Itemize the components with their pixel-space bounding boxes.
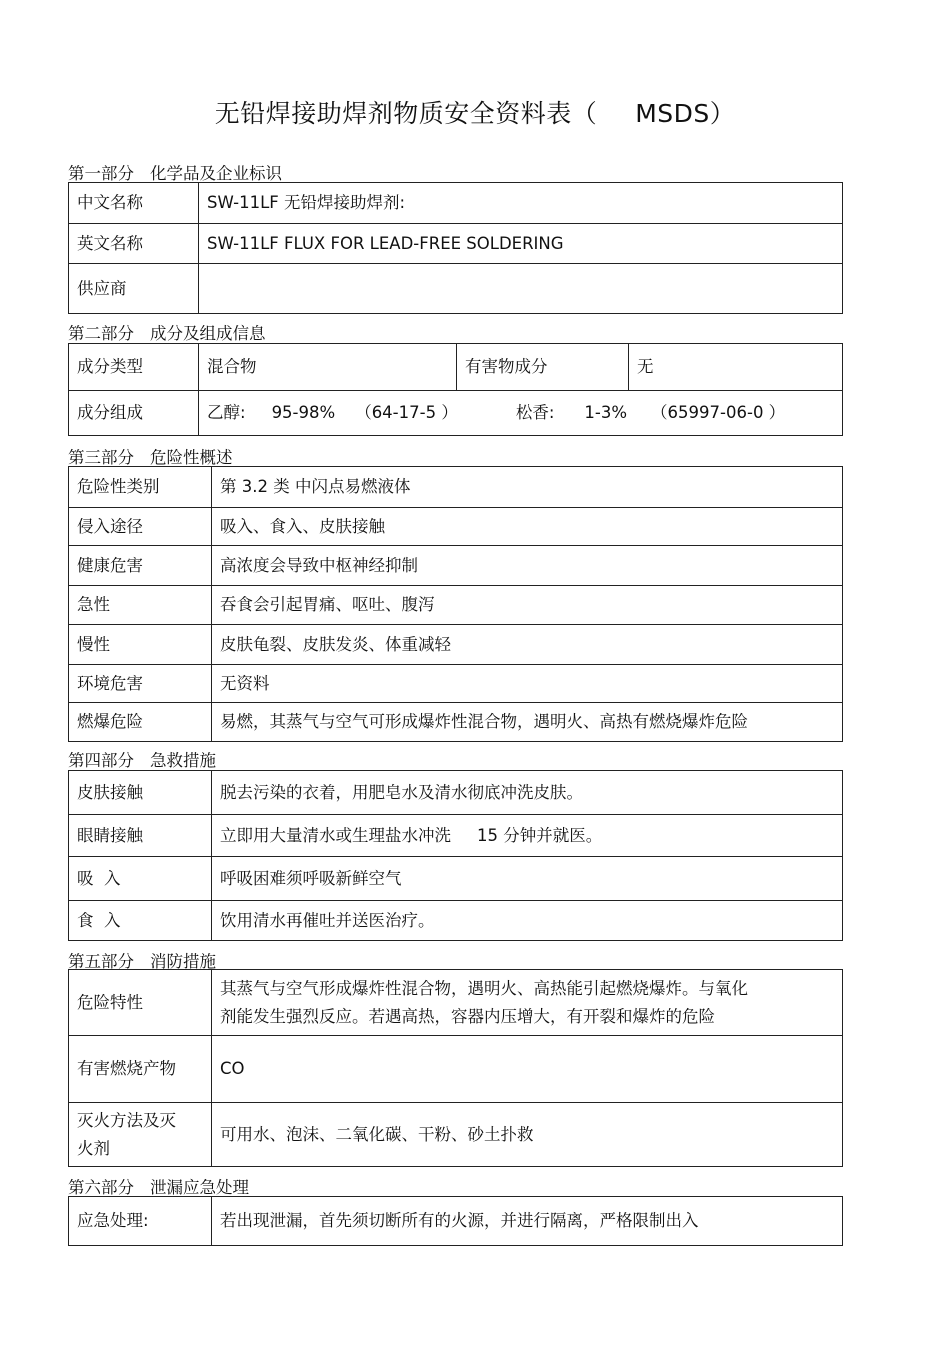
section-5-table (68, 969, 843, 1167)
title-suffix: MSDS） (635, 99, 736, 128)
row-label: 食 入 (69, 901, 212, 941)
table-row (69, 183, 843, 224)
table-row (69, 224, 843, 264)
row-value: 吞食会引起胃痛、呕吐、腹泻 (212, 586, 843, 625)
section-4-heading: 第四部分 急救措施 (68, 751, 216, 770)
row-value: 饮用清水再催吐并送医治疗。 (212, 901, 843, 941)
table-row (69, 1103, 843, 1167)
section-2-table (68, 343, 843, 436)
row-label: 灭火方法及灭 火剂 (69, 1103, 212, 1167)
table-row (69, 625, 843, 665)
row-label: 应急处理: (69, 1197, 212, 1246)
row-label: 侵入途径 (69, 508, 212, 546)
table-row (69, 264, 843, 314)
row-value: CO (212, 1036, 843, 1103)
row-value: SW-11LF 无铅焊接助焊剂: (199, 183, 843, 224)
table-row (69, 901, 843, 941)
table-row (69, 857, 843, 901)
section-4-table (68, 770, 843, 941)
row-value: 可用水、泡沫、二氧化碳、干粉、砂土扑救 (212, 1103, 843, 1167)
row-label: 有害物成分 (457, 344, 629, 391)
section-1-heading: 第一部分 化学品及企业标识 (68, 164, 282, 183)
table-row (69, 1036, 843, 1103)
row-label: 皮肤接触 (69, 771, 212, 815)
table-row (69, 391, 843, 436)
table-row (69, 586, 843, 625)
row-value: 其蒸气与空气形成爆炸性混合物，遇明火、高热能引起燃烧爆炸。与氧化 剂能发生强烈反应。若遇高热，容器内压增大，有开裂和爆炸的危险 (212, 970, 843, 1036)
section-6-heading: 第六部分 泄漏应急处理 (68, 1178, 249, 1197)
table-row (69, 665, 843, 703)
row-value: 无 (629, 344, 843, 391)
row-label: 中文名称 (69, 183, 199, 224)
row-value: 第 3.2 类 中闪点易燃液体 (212, 467, 843, 508)
row-label: 英文名称 (69, 224, 199, 264)
row-value: 若出现泄漏，首先须切断所有的火源，并进行隔离，严格限制出入 (212, 1197, 843, 1246)
row-value: 脱去污染的衣着，用肥皂水及清水彻底冲洗皮肤。 (212, 771, 843, 815)
row-value: 高浓度会导致中枢神经抑制 (212, 546, 843, 586)
section-6-table (68, 1196, 843, 1246)
row-value: 无资料 (212, 665, 843, 703)
row-label: 环境危害 (69, 665, 212, 703)
row-label: 危险性类别 (69, 467, 212, 508)
row-label: 急性 (69, 586, 212, 625)
row-label: 成分类型 (69, 344, 199, 391)
row-value (199, 264, 843, 314)
row-value: 皮肤龟裂、皮肤发炎、体重减轻 (212, 625, 843, 665)
title-main: 无铅焊接助焊剂物质安全资料表（ (214, 99, 598, 128)
row-label: 慢性 (69, 625, 212, 665)
table-row (69, 1197, 843, 1246)
table-row (69, 970, 843, 1036)
row-value: 立即用大量清水或生理盐水冲洗 15 分钟并就医。 (212, 815, 843, 857)
table-row (69, 815, 843, 857)
row-label: 眼睛接触 (69, 815, 212, 857)
row-label: 供应商 (69, 264, 199, 314)
section-3-heading: 第三部分 危险性概述 (68, 448, 233, 467)
row-value: 易燃，其蒸气与空气可形成爆炸性混合物，遇明火、高热有燃烧爆炸危险 (212, 703, 843, 742)
section-2-heading: 第二部分 成分及组成信息 (68, 324, 266, 343)
table-row (69, 546, 843, 586)
composition-value: 乙醇: 95-98% （64-17-5 ） 松香: 1-3% （65997-06-0 ） (199, 391, 843, 436)
table-row (69, 467, 843, 508)
row-label: 健康危害 (69, 546, 212, 586)
row-value: 混合物 (199, 344, 457, 391)
section-3-table (68, 466, 843, 742)
row-label: 有害燃烧产物 (69, 1036, 212, 1103)
table-row (69, 508, 843, 546)
row-label: 危险特性 (69, 970, 212, 1036)
table-row (69, 703, 843, 742)
table-row (69, 344, 843, 391)
row-label: 燃爆危险 (69, 703, 212, 742)
row-value: SW-11LF FLUX FOR LEAD-FREE SOLDERING (199, 224, 843, 264)
row-value: 吸入、食入、皮肤接触 (212, 508, 843, 546)
row-value: 呼吸困难须呼吸新鲜空气 (212, 857, 843, 901)
section-5-heading: 第五部分 消防措施 (68, 952, 216, 971)
row-label: 吸 入 (69, 857, 212, 901)
row-label: 成分组成 (69, 391, 199, 436)
section-1-table (68, 182, 843, 314)
table-row (69, 771, 843, 815)
document-title (0, 94, 950, 130)
